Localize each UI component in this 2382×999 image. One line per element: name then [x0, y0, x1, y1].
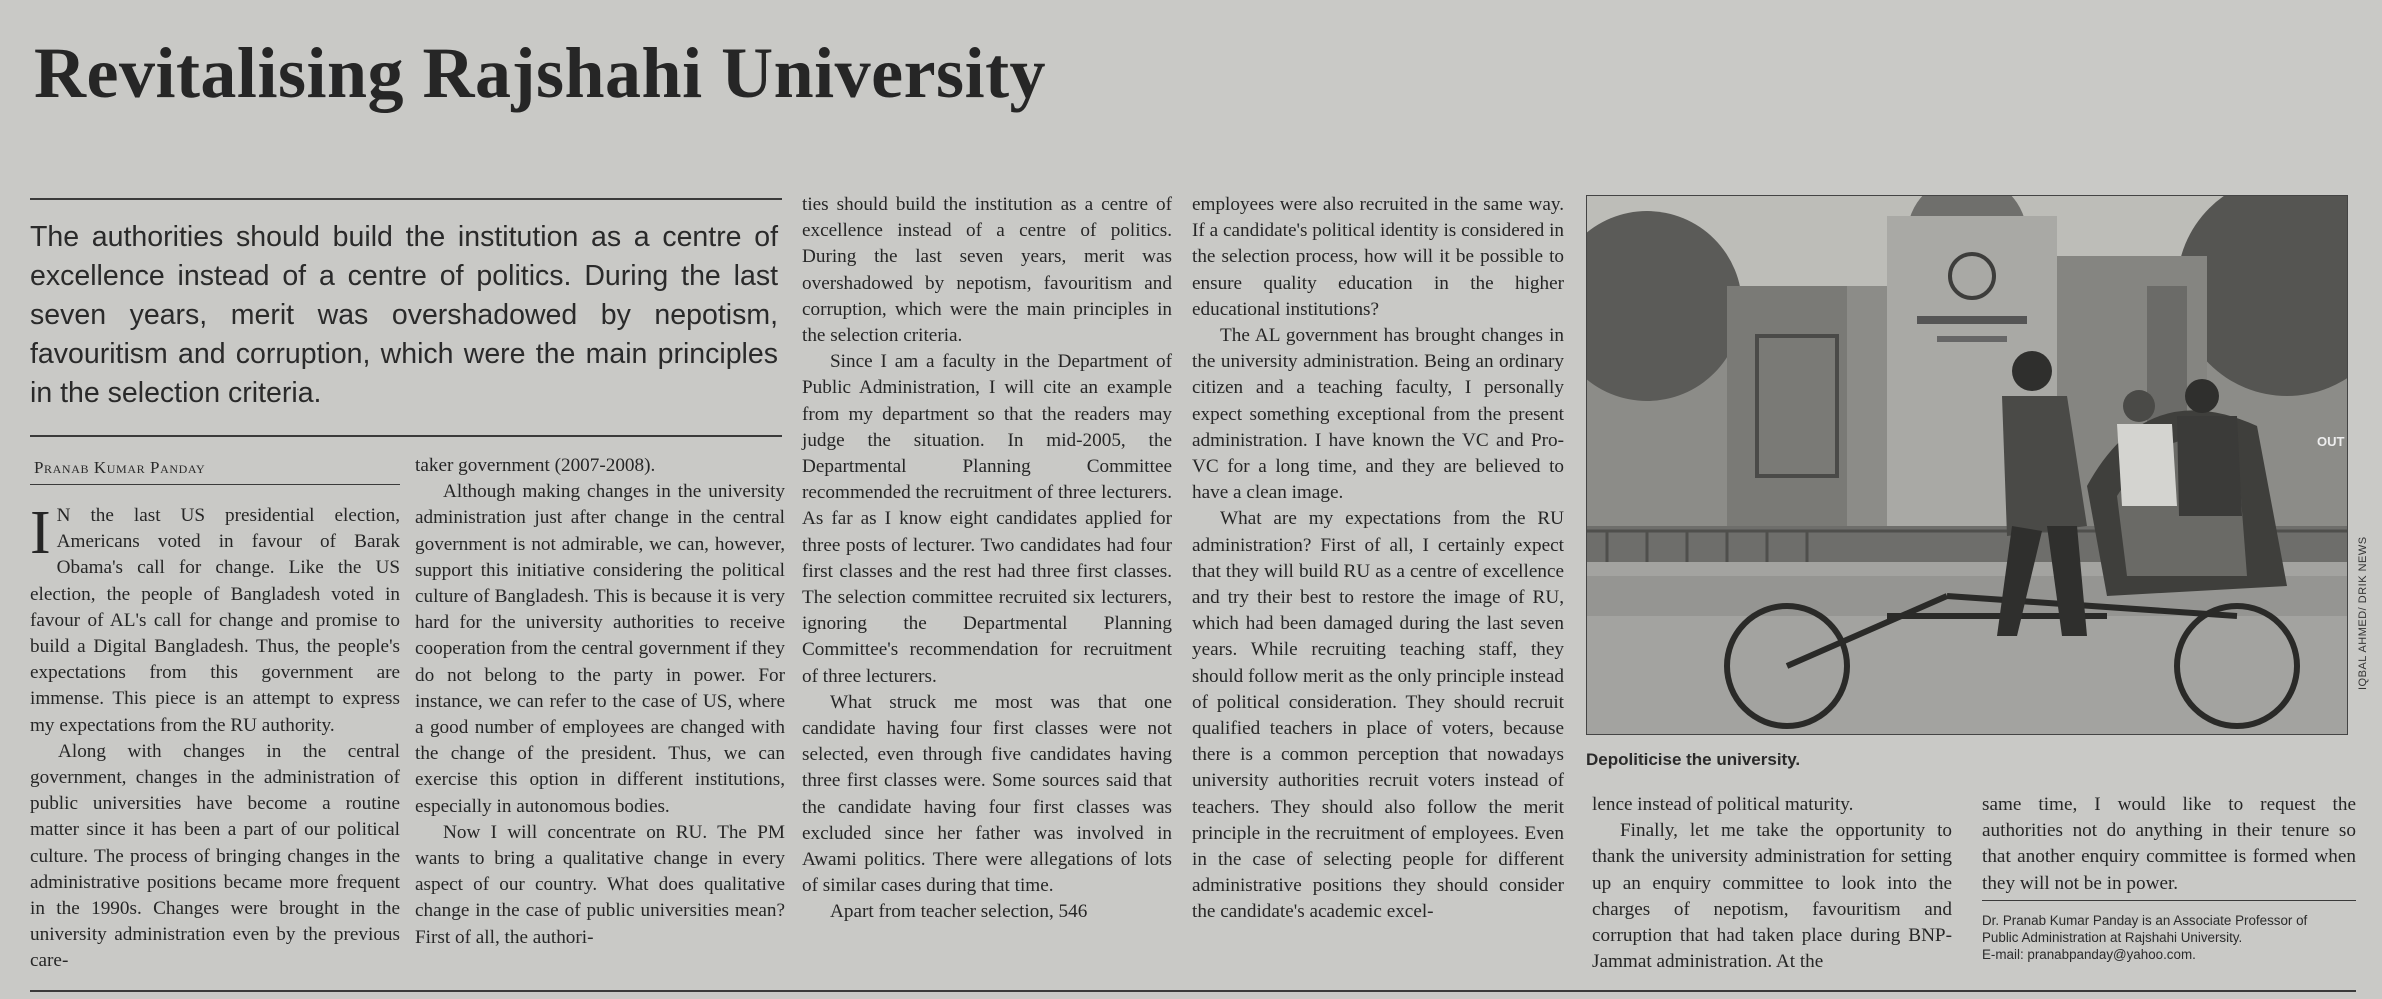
- bio-line: Dr. Pranab Kumar Panday is an Associate Professor of: [1982, 913, 2308, 928]
- paragraph: Since I am a faculty in the Department of Public Administration, I will cite an example from my department so that the readers may judge the situation. In mid-2005, the Departmental Planning Committee recommended the recruitment of three lecturers. As far as I know eight candidates applied for three posts of lecturer. Two candidates had four first classes and the rest had three first classes. The selection committee recruited six lecturers, ignoring the Departmental Planning Committee's recommendation for recruitment of three lecturers.: [802, 351, 1172, 687]
- paragraph: same time, I would like to request the authorities not do anything in their tenure so that another enquiry committee is formed when they will not be in power.: [1982, 794, 2356, 894]
- column-3: [802, 192, 1172, 926]
- paragraph: taker government (2007-2008).: [415, 455, 656, 476]
- column-1: [30, 499, 400, 975]
- column-2: [415, 453, 785, 951]
- deck: The authorities should build the institution as a centre of excellence instead of a centre of politics. During the last seven years, merit was overshadowed by nepotism, favouritism and corruption, which were the main principles in the selection criteria.: [30, 221, 778, 410]
- column-4: [1192, 192, 1564, 926]
- bio-line: Public Administration at Rajshahi University.: [1982, 930, 2243, 945]
- university-gate-photo: [1586, 195, 2348, 735]
- headline: Revitalising Rajshahi University: [34, 33, 1047, 113]
- paragraph: employees were also recruited in the same way. If a candidate's political identity is considered in the selection process, how will it be possible to ensure quality education in the higher educational institutions?: [1192, 194, 1564, 320]
- bio-rule: [1982, 900, 2356, 901]
- byline-rule: [30, 484, 400, 485]
- photo-credit: IQBAL AHMED/ DRIK NEWS: [2357, 536, 2369, 690]
- deck-bottom-rule: [30, 435, 782, 437]
- paragraph: Now I will concentrate on RU. The PM wants to bring a qualitative change in every aspect of our country. What does qualitative change in the case of public universities mean? First of all, the authori-: [415, 821, 785, 948]
- column-6: [1982, 792, 2356, 897]
- author-bio: [1982, 912, 2362, 963]
- drop-cap: I: [30, 499, 51, 567]
- column-5: [1592, 792, 1952, 975]
- paragraph: Although making changes in the university administration just after change in the central government is not admirable, we can, however, support this initiative considering the political culture of Bangladesh. This is because it is very hard for the university authorities to receive cooperation from the central government if they do not belong to the party in power. For instance, we can refer to the case of US, where a good number of employees are changed with the change of the president. Thus, we can exercise this option in different institutions, especially in autonomous bodies.: [415, 481, 785, 817]
- bio-email: E-mail: pranabpanday@yahoo.com.: [1982, 947, 2196, 962]
- paragraph: The AL government has brought changes in the university administration. Being an ordinary citizen and a teaching faculty, I personally expect something exceptional from the present administration. I have known the VC and Pro-VC for a long time, and they are believed to have a clean image.: [1192, 325, 1564, 504]
- byline: Pranab Kumar Panday: [34, 458, 206, 477]
- photo-illustration: [1587, 196, 2347, 734]
- paragraph: lence instead of political maturity.: [1592, 794, 1854, 815]
- page-bottom-rule: [30, 990, 2356, 992]
- paragraph: Finally, let me take the opportunity to thank the university administration for setting up an enquiry committee to look into the charges of nepotism, favouritism and corruption that had taken place during BNP-Jammat administration. At the: [1592, 820, 1952, 973]
- paragraph: Along with changes in the central government, changes in the administration of public universities have become a routine matter since it has been a part of our political culture. The process of bringing changes in the administrative positions became more frequent in the 1990s. Changes were brought in the university administration even by the previous care-: [30, 740, 400, 972]
- paragraph: Apart from teacher selection, 546: [830, 901, 1088, 923]
- paragraph: What are my expectations from the RU administration? First of all, I certainly expect that they will build RU as a centre of excellence and try their best to restore the image of RU, which had been damaged during the last seven years. While recruiting teaching staff, they should follow merit as the only principle instead of political consideration. They should recruit qualified teachers in place of voters, because there is a common perception that nowadays university authorities recruit voters instead of teachers. They should also follow the merit principle in the recruitment of employees. Even in the case of selecting people for different administrative positions they should consider the candidate's academic excel-: [1192, 508, 1564, 923]
- out-sign-text: OUT: [2317, 434, 2345, 449]
- paragraph: [30, 499, 400, 739]
- paragraph: What struck me most was that one candidate having four first classes were not selected, even through five candidates having three first classes were. Some sources said that the candidate having four first classes was excluded since her father was involved in Awami politics. There were allegations of lots of similar cases during that time.: [802, 691, 1172, 897]
- paragraph-text: N the last US presidential election, Americans voted in favour of Barak Obama's call for change. Like the US election, the people of Bangladesh voted in favour of AL's call for change and promise to build a Digital Bangladesh. Thus, the people's expectations from this government are immense. This piece is an attempt to express my expectations from the RU authority.: [30, 505, 400, 736]
- deck-top-rule: [30, 198, 782, 200]
- paragraph: ties should build the institution as a centre of excellence instead of a centre of politics. During the last seven years, merit was overshadowed by nepotism, favouritism and corruption, which were the main principles in the selection criteria.: [802, 194, 1172, 347]
- photo-caption: Depoliticise the university.: [1586, 750, 1801, 769]
